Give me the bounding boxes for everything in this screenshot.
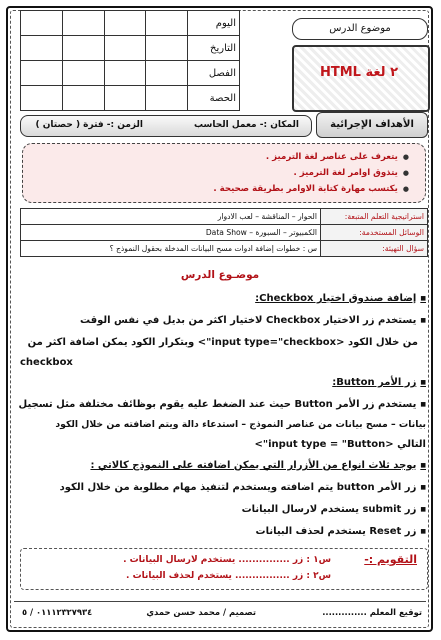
- schedule-grid: [20, 10, 240, 111]
- strategy-key: سؤال التهيئة:: [321, 241, 428, 257]
- evaluation-box: [20, 548, 428, 590]
- row-label-period: الحصة: [188, 86, 240, 111]
- designer-credit: تصميم / محمد حسن حمدي: [146, 607, 256, 617]
- time-text: الزمن :- فترة ( حصتان ): [35, 120, 143, 130]
- objectives-box: [22, 143, 426, 203]
- lesson-title: ٢ لغة HTML: [319, 65, 399, 80]
- strategy-key: استراتيجية التعلم المتبعة:: [321, 209, 428, 225]
- footer: [14, 601, 426, 620]
- body-line: ■ زر الأمر button يتم اضافته ويستخدم لتنفيذ مهام مطلوبة من خلال الكود: [20, 482, 426, 493]
- strategy-value: الكمبيوتر – السبورة – Data Show: [21, 225, 321, 241]
- strategy-value: س : خطوات إضافة ادوات مسح البيانات المدخلة بحقول النموذج ؟: [21, 241, 321, 257]
- objective-item: ● يتعرف على عناصر لغة الترميز .: [266, 152, 409, 162]
- evaluation-question: س١ : زر ............... يستخدم لارسال البيانات .: [123, 555, 331, 565]
- body-line: ■ يستخدم زر الأمر Button حيث عند الضغط عليه يقوم بوظائف مختلفة مثل تسجيل: [20, 399, 426, 410]
- objective-item: ● يكتسب مهارة كتابة الاوامر بطريقة صحيحة .: [213, 184, 409, 194]
- body-line: ■ يستخدم زر الاختيار Checkbox لاختيار اكثر من بديل في نفس الوقت: [20, 315, 426, 326]
- body-line: بيانات – مسح بيانات من عناصر النموذج – استدعاء دالة ويتم اضافته من خلال الكود: [55, 419, 426, 430]
- body-line: checkbox: [20, 357, 73, 368]
- body-line: ■ زر submit يستخدم لارسال البيانات: [20, 504, 426, 515]
- strategy-key: الوسائل المستخدمة:: [321, 225, 428, 241]
- objectives-label: الأهداف الإجرائية: [316, 112, 428, 138]
- section-heading: موضـوع الدرس: [180, 269, 260, 281]
- body-line: ■ إضافة صندوق اختيار Checkbox:: [20, 293, 426, 304]
- evaluation-label: التقويم :-: [364, 553, 417, 566]
- strategy-table: [20, 208, 428, 257]
- body-line: التالي <input type = "Button">: [254, 439, 426, 450]
- place-text: المكان :- معمل الحاسب: [194, 120, 299, 130]
- place-time-ribbon: [20, 115, 312, 137]
- body-line: من خلال الكود <input type="checkbox"> وبتكرار الكود يمكن اضافة اكثر من: [27, 337, 418, 348]
- topic-label: موضوع الدرس: [292, 18, 428, 40]
- objective-item: ● يتذوق اوامر لغة الترميز .: [294, 168, 409, 178]
- evaluation-question: س٢ : زر ................ يستخدم لحذف البيانات .: [126, 571, 331, 581]
- row-label-date: التاريخ: [188, 36, 240, 61]
- row-label-class: الفصل: [188, 61, 240, 86]
- teacher-signature: توقيع المعلم ..............: [322, 607, 422, 617]
- row-label-day: اليوم: [188, 11, 240, 36]
- body-line: ■ زر Reset يستخدم لحذف البيانات: [20, 526, 426, 537]
- body-line: ■ يوجد ثلاث انواع من الأزرار التي يمكن اضافته على النموذج كالاتي :: [20, 460, 426, 471]
- strategy-value: الحوار – المناقشة – لعب الادوار: [21, 209, 321, 225]
- designer-phone: ٠١١١٢٣٢٧٩٣٤ / ٥: [22, 607, 93, 617]
- body-line: ■ زر الأمر Button:: [20, 377, 426, 388]
